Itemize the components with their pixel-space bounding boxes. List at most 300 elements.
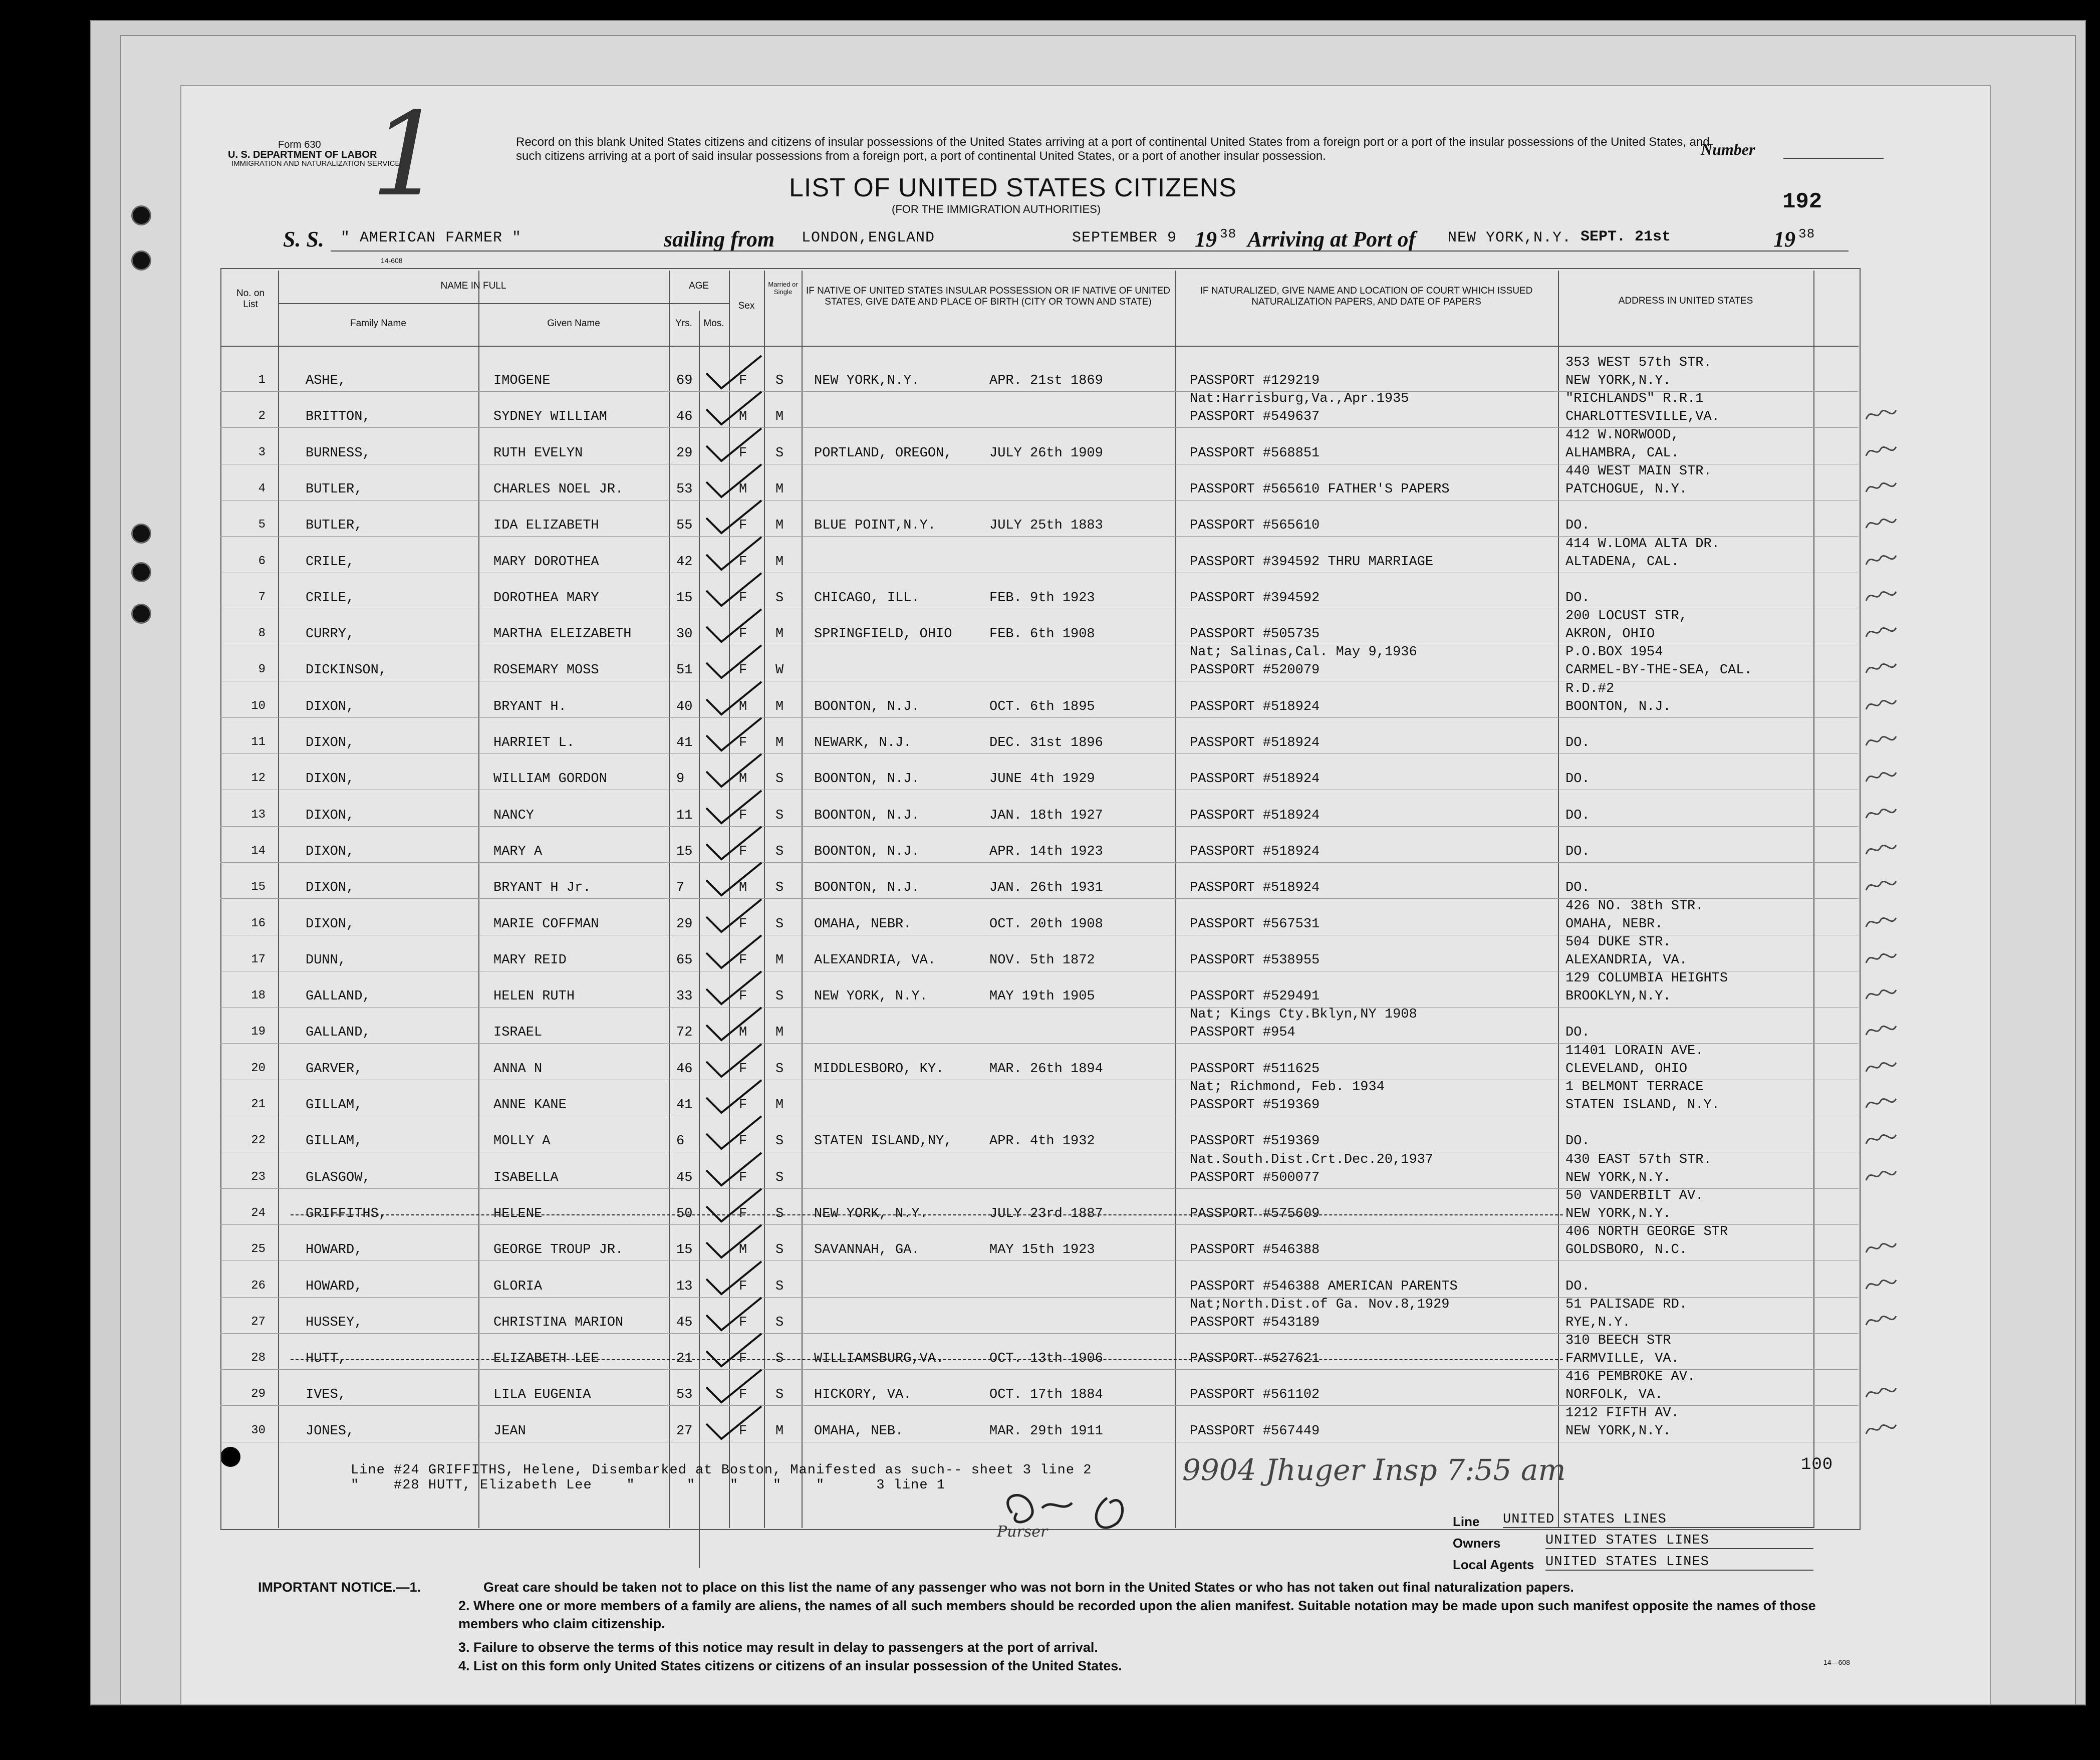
footnote-line-1: Line #24 GRIFFITHS, Helene, Disembarked at Boston, Manifested as such-- sheet 3 line 2 [351, 1463, 1092, 1478]
birth-date: APR. 4th 1932 [989, 1134, 1095, 1149]
row-rule [220, 717, 1859, 718]
address-line-2: DO. [1565, 591, 1590, 606]
address-line-2: DO. [1565, 1279, 1590, 1294]
sex: F [739, 1315, 747, 1330]
birth-place: BOONTON, N.J. [814, 808, 920, 823]
given-name: CHARLES NOEL JR. [493, 482, 624, 497]
passport: PASSPORT #565610 FATHER'S PAPERS [1190, 482, 1450, 497]
passport: PASSPORT #567531 [1190, 917, 1320, 932]
address-line-2: PATCHOGUE, N.Y. [1565, 482, 1688, 497]
check-mark [701, 860, 766, 900]
age-years: 41 [676, 735, 693, 750]
row-number: 5 [258, 518, 266, 532]
birth-place: NEW YORK, N.Y. [814, 989, 928, 1004]
sex: F [739, 373, 747, 388]
birth-place: MIDDLESBORO, KY. [814, 1062, 944, 1077]
punch-hole [131, 604, 151, 624]
birth-date: JULY 23rd 1887 [989, 1206, 1103, 1221]
inspector-initial-mark [1864, 984, 1899, 1009]
row-number: 23 [251, 1170, 266, 1184]
given-name: BRYANT H Jr. [493, 880, 591, 895]
passport: PASSPORT #527621 [1190, 1351, 1320, 1366]
check-mark [701, 1331, 766, 1371]
row-number: 21 [251, 1098, 266, 1111]
given-name: ELIZABETH LEE [493, 1351, 599, 1366]
check-mark [701, 1005, 766, 1045]
address-line-2: DO. [1565, 772, 1590, 787]
check-mark [701, 643, 766, 683]
check-mark [701, 1404, 766, 1444]
age-years: 7 [676, 880, 685, 895]
address-line-2: DO. [1565, 844, 1590, 859]
marital-status: S [775, 772, 784, 787]
row-number: 18 [251, 989, 266, 1002]
family-name: HUSSEY, [306, 1315, 363, 1330]
address-line-2: NORFOLK, VA. [1565, 1387, 1663, 1402]
check-mark [701, 462, 766, 502]
birth-date: DEC. 31st 1896 [989, 735, 1103, 750]
birth-place: OMAHA, NEB. [814, 1424, 904, 1439]
family-name: BRITTON, [306, 409, 371, 424]
voyage-rule [331, 250, 1849, 252]
header-rule [669, 303, 729, 304]
given-name: SYDNEY WILLIAM [493, 409, 607, 424]
marital-status: M [775, 482, 784, 497]
birth-date: OCT. 20th 1908 [989, 917, 1103, 932]
family-name: DIXON, [306, 808, 355, 823]
notice-2: 2. Where one or more members of a family are aliens, the names of all such members should be recorded upon the alien manifest. Suitable notation may be made upon such manifest opposite the names of those members who claim citizenship. [458, 1598, 1816, 1631]
inspector-initial-mark [1864, 730, 1899, 755]
ship-name: " AMERICAN FARMER " [341, 229, 522, 246]
row-number: 19 [251, 1025, 266, 1039]
strike-through [291, 1359, 1563, 1360]
marital-status: M [775, 1025, 784, 1040]
family-name: GILLAM, [306, 1098, 363, 1113]
birth-place: NEWARK, N.J. [814, 735, 912, 750]
family-name: DIXON, [306, 772, 355, 787]
inspector-initial-mark [1864, 1129, 1899, 1153]
family-name: BUTLER, [306, 518, 363, 533]
family-name: IVES, [306, 1387, 347, 1402]
age-years: 53 [676, 1387, 693, 1402]
given-name: MARY A [493, 844, 543, 859]
given-name: WILLIAM GORDON [493, 772, 607, 787]
agents-value: UNITED STATES LINES [1545, 1555, 1813, 1571]
departure-year: 38 [1220, 226, 1237, 241]
check-mark [701, 1150, 766, 1190]
check-mark [701, 498, 766, 538]
line-label: Line [1453, 1514, 1480, 1529]
passport: PASSPORT #538955 [1190, 953, 1320, 968]
inspector-initial-mark [1864, 1093, 1899, 1117]
check-mark [701, 389, 766, 429]
age-years: 27 [676, 1424, 693, 1439]
header-naturalized: IF NATURALIZED, GIVE NAME AND LOCATION OF COURT WHICH ISSUED NATURALIZATION PAPERS, AND DATE OF PAPERS [1200, 286, 1533, 307]
row-number: 2 [258, 409, 266, 423]
form-code-bottom: 14—608 [1823, 1658, 1850, 1666]
age-years: 6 [676, 1134, 685, 1149]
inspector-initial-mark [1864, 948, 1899, 972]
birth-place: SAVANNAH, GA. [814, 1242, 920, 1258]
marital-status: S [775, 808, 784, 823]
row-number: 10 [251, 699, 266, 713]
passport: PASSPORT #549637 [1190, 409, 1320, 424]
address-line-2: DO. [1565, 735, 1590, 750]
passport: PASSPORT #520079 [1190, 663, 1320, 678]
address-line-1: R.D.#2 [1565, 681, 1615, 696]
birth-place: NEW YORK,N.Y. [814, 373, 920, 388]
row-number: 12 [251, 772, 266, 785]
inspector-initial-mark [1864, 1057, 1899, 1081]
age-years: 46 [676, 1062, 693, 1077]
address-line-2: NEW YORK,N.Y. [1565, 1424, 1671, 1439]
check-mark [701, 607, 766, 647]
arrival-year-prefix: 19 [1773, 227, 1795, 252]
age-years: 46 [676, 409, 693, 424]
family-name: HUTT, [306, 1351, 347, 1366]
given-name: GLORIA [493, 1279, 543, 1294]
check-mark [701, 897, 766, 937]
given-name: BRYANT H. [493, 699, 567, 714]
col-divider [478, 271, 479, 1528]
purser-signature [997, 1483, 1167, 1543]
departure-date: SEPTEMBER 9 [1072, 229, 1177, 246]
address-line-2: OMAHA, NEBR. [1565, 917, 1663, 932]
age-years: 51 [676, 663, 693, 678]
row-number: 26 [251, 1279, 266, 1293]
age-years: 9 [676, 772, 685, 787]
age-years: 41 [676, 1098, 693, 1113]
sex: F [739, 1387, 747, 1402]
birth-date: MAY 15th 1923 [989, 1242, 1095, 1258]
passport: PASSPORT #394592 THRU MARRIAGE [1190, 555, 1434, 570]
given-name: IDA ELIZABETH [493, 518, 599, 533]
agents-label: Local Agents [1453, 1557, 1534, 1572]
passport: PASSPORT #568851 [1190, 446, 1320, 461]
naturalization-note: Nat; Kings Cty.Bklyn,NY 1908 [1190, 1007, 1417, 1022]
given-name: HARRIET L. [493, 735, 575, 750]
age-years: 11 [676, 808, 693, 823]
birth-place: PORTLAND, OREGON, [814, 446, 952, 461]
address-line-2: ALTADENA, CAL. [1565, 555, 1679, 570]
row-number: 30 [251, 1424, 266, 1437]
family-name: JONES, [306, 1424, 355, 1439]
row-rule [220, 1007, 1859, 1008]
sex: F [739, 1206, 747, 1221]
header-no: No. on List [236, 288, 265, 310]
naturalization-note: Nat;North.Dist.of Ga. Nov.8,1929 [1190, 1297, 1450, 1312]
age-years: 55 [676, 518, 693, 533]
birth-date: FEB. 6th 1908 [989, 627, 1095, 642]
birth-date: JAN. 18th 1927 [989, 808, 1103, 823]
marital-status: S [775, 989, 784, 1004]
inspector-initial-mark [1864, 1382, 1899, 1407]
sex: F [739, 591, 747, 606]
family-name: GARVER, [306, 1062, 363, 1077]
birth-place: BOONTON, N.J. [814, 699, 920, 714]
birth-date: OCT. 13th 1906 [989, 1351, 1103, 1366]
sex: F [739, 917, 747, 932]
age-years: 69 [676, 373, 693, 388]
inspector-initial-mark [1864, 658, 1899, 682]
marital-status: S [775, 591, 784, 606]
number-rule [1783, 158, 1884, 159]
row-number: 8 [258, 627, 266, 640]
address-line-1: 414 W.LOMA ALTA DR. [1565, 537, 1720, 552]
check-mark [701, 751, 766, 792]
birth-place: SPRINGFIELD, OHIO [814, 627, 952, 642]
passport: PASSPORT #511625 [1190, 1062, 1320, 1077]
header-mos: Mos. [703, 318, 724, 329]
header-married: Married or Single [768, 281, 798, 296]
family-name: CRILE, [306, 555, 355, 570]
age-years: 72 [676, 1025, 693, 1040]
sex: F [739, 518, 747, 533]
header-address: ADDRESS IN UNITED STATES [1618, 296, 1753, 306]
address-line-1: 1212 FIFTH AV. [1565, 1406, 1679, 1421]
address-line-2: BOONTON, N.J. [1565, 699, 1671, 714]
passport: PASSPORT #567449 [1190, 1424, 1320, 1439]
row-number: 7 [258, 591, 266, 604]
address-line-2: RYE,N.Y. [1565, 1315, 1631, 1330]
inspector-initial-mark [1864, 441, 1899, 465]
total-count: 100 [1801, 1455, 1833, 1474]
notice-heading: IMPORTANT NOTICE.—1. [258, 1580, 421, 1595]
age-years: 21 [676, 1351, 693, 1366]
sex: F [739, 808, 747, 823]
inspector-initial-mark [1864, 694, 1899, 719]
birth-date: FEB. 9th 1923 [989, 591, 1095, 606]
header-sex: Sex [738, 301, 755, 311]
inspector-initial-mark [1864, 1310, 1899, 1335]
marital-status: S [775, 446, 784, 461]
address-line-1: 51 PALISADE RD. [1565, 1297, 1688, 1312]
family-name: BURNESS, [306, 446, 371, 461]
family-name: DUNN, [306, 953, 347, 968]
row-rule [220, 862, 1859, 863]
check-mark [701, 933, 766, 973]
marital-status: S [775, 1206, 784, 1221]
birth-place: BOONTON, N.J. [814, 844, 920, 859]
given-name: MARY DOROTHEA [493, 555, 599, 570]
family-name: CRILE, [306, 591, 355, 606]
address-line-2: CLEVELAND, OHIO [1565, 1062, 1688, 1077]
col-divider [802, 271, 803, 1528]
family-name: DIXON, [306, 844, 355, 859]
check-mark [701, 788, 766, 828]
form-number: Form 630 [278, 139, 321, 150]
col-divider [1558, 271, 1559, 1528]
birth-place: BOONTON, N.J. [814, 772, 920, 787]
address-line-2: ALHAMBRA, CAL. [1565, 446, 1679, 461]
passport: PASSPORT #529491 [1190, 989, 1320, 1004]
family-name: DICKINSON, [306, 663, 387, 678]
sex: M [739, 772, 747, 787]
given-name: ISRAEL [493, 1025, 543, 1040]
header-age: AGE [688, 281, 709, 291]
arrival-date: SEPT. 21st [1581, 228, 1671, 245]
address-line-2: DO. [1565, 518, 1590, 533]
passport: PASSPORT #518924 [1190, 880, 1320, 895]
arrival-year: 38 [1798, 226, 1815, 241]
marital-status: S [775, 844, 784, 859]
address-line-1: 310 BEECH STR [1565, 1333, 1671, 1348]
passport: PASSPORT #561102 [1190, 1387, 1320, 1402]
department: U. S. DEPARTMENT OF LABOR [228, 149, 377, 160]
header-birth: IF NATIVE OF UNITED STATES INSULAR POSSESSION OR IF NATIVE OF UNITED STATES, GIVE DATE AND PLACE OF BIRTH (CITY OR TOWN AND STATE) [806, 286, 1170, 307]
marital-status: S [775, 1242, 784, 1258]
header-rule [278, 303, 669, 304]
row-number: 20 [251, 1062, 266, 1075]
age-years: 65 [676, 953, 693, 968]
passport: PASSPORT #546388 [1190, 1242, 1320, 1258]
birth-place: WILLIAMSBURG,VA. [814, 1351, 944, 1366]
address-line-1: 504 DUKE STR. [1565, 935, 1671, 950]
passport: PASSPORT #575609 [1190, 1206, 1320, 1221]
passport: PASSPORT #954 [1190, 1025, 1295, 1040]
row-number: 28 [251, 1351, 266, 1365]
marital-status: S [775, 1351, 784, 1366]
family-name: DIXON, [306, 880, 355, 895]
number-label: Number [1701, 140, 1755, 158]
address-line-2: STATEN ISLAND, N.Y. [1565, 1098, 1720, 1113]
address-line-2: FARMVILLE, VA. [1565, 1351, 1679, 1366]
address-line-2: ALEXANDRIA, VA. [1565, 953, 1688, 968]
family-name: DIXON, [306, 699, 355, 714]
col-divider [278, 271, 279, 1528]
birth-place: BOONTON, N.J. [814, 880, 920, 895]
form-instructions: Record on this blank United States citizens and citizens of insular possessions of the United States arriving at a port of continental United States from a foreign port or a port of the insular possessions of the United States, and such citizens arriving at a port of said insular possessions from a foreign port, a port of continental United States, or a port of another insular possession. [516, 135, 1710, 163]
sheet-number: 192 [1782, 189, 1822, 214]
arrival-port: NEW YORK,N.Y. [1448, 229, 1572, 246]
punch-hole [131, 205, 151, 225]
marital-status: M [775, 409, 784, 424]
sex: M [739, 409, 747, 424]
ss-label: S. S. [283, 227, 324, 252]
passport: PASSPORT #518924 [1190, 772, 1320, 787]
family-name: GRIFFITHS, [306, 1206, 387, 1221]
marital-status: M [775, 1424, 784, 1439]
naturalization-note: Nat.South.Dist.Crt.Dec.20,1937 [1190, 1152, 1434, 1167]
birth-date: OCT. 17th 1884 [989, 1387, 1103, 1402]
marital-status: S [775, 1315, 784, 1330]
handwritten-list-number: 1 [371, 88, 444, 222]
given-name: ROSEMARY MOSS [493, 663, 599, 678]
naturalization-note: Nat:Harrisburg,Va.,Apr.1935 [1190, 391, 1409, 406]
check-mark [701, 1222, 766, 1263]
birth-date: OCT. 6th 1895 [989, 699, 1095, 714]
birth-place: NEW YORK, N.Y. [814, 1206, 928, 1221]
sex: F [739, 1134, 747, 1149]
inspector-initial-mark [1864, 586, 1899, 610]
address-line-2: NEW YORK,N.Y. [1565, 373, 1671, 388]
given-name: GEORGE TROUP JR. [493, 1242, 624, 1258]
page-subtitle: (FOR THE IMMIGRATION AUTHORITIES) [892, 203, 1101, 215]
departure-port: LONDON,ENGLAND [802, 229, 935, 246]
passport: PASSPORT #546388 AMERICAN PARENTS [1190, 1279, 1458, 1294]
inspector-initial-mark [1864, 550, 1899, 574]
form-code: 14-608 [381, 257, 403, 265]
inspector-initial-mark [1864, 912, 1899, 936]
inspector-initial-mark [1864, 1237, 1899, 1262]
naturalization-note: Nat; Richmond, Feb. 1934 [1190, 1080, 1385, 1095]
address-line-2: DO. [1565, 1134, 1590, 1149]
sex: M [739, 1242, 747, 1258]
age-years: 33 [676, 989, 693, 1004]
inspector-initial-mark [1864, 1419, 1899, 1443]
birth-place: HICKORY, VA. [814, 1387, 912, 1402]
row-number: 16 [251, 917, 266, 930]
address-line-2: NEW YORK,N.Y. [1565, 1206, 1671, 1221]
passport: PASSPORT #565610 [1190, 518, 1320, 533]
given-name: MARTHA ELEIZABETH [493, 627, 632, 642]
address-line-1: 11401 LORAIN AVE. [1565, 1044, 1704, 1059]
passport: PASSPORT #394592 [1190, 591, 1320, 606]
given-name: RUTH EVELYN [493, 446, 583, 461]
family-name: CURRY, [306, 627, 355, 642]
inspector-initial-mark [1864, 477, 1899, 501]
inspector-initial-mark [1864, 513, 1899, 538]
row-rule [220, 753, 1859, 754]
sex: F [739, 1424, 747, 1439]
passport: PASSPORT #518924 [1190, 735, 1320, 750]
notice-1: Great care should be taken not to place on this list the name of any passenger who was not born in the United States or who has not taken out final naturalization papers. [483, 1580, 1574, 1595]
check-mark [701, 353, 766, 393]
address-line-2: DO. [1565, 1025, 1590, 1040]
age-years: 29 [676, 917, 693, 932]
row-number: 27 [251, 1315, 266, 1329]
marital-status: S [775, 1170, 784, 1185]
sex: F [739, 1279, 747, 1294]
sex: F [739, 953, 747, 968]
inspector-initial-mark [1864, 803, 1899, 828]
birth-date: APR. 21st 1869 [989, 373, 1103, 388]
given-name: HELEN RUTH [493, 989, 575, 1004]
purser-label: Purser [997, 1523, 1048, 1541]
check-mark [701, 1114, 766, 1154]
sex: F [739, 989, 747, 1004]
marital-status: M [775, 555, 784, 570]
age-years: 45 [676, 1170, 693, 1185]
passport: PASSPORT #543189 [1190, 1315, 1320, 1330]
passport: PASSPORT #505735 [1190, 627, 1320, 642]
address-line-2: AKRON, OHIO [1565, 627, 1655, 642]
given-name: MOLLY A [493, 1134, 551, 1149]
given-name: ANNA N [493, 1062, 543, 1077]
sex: F [739, 1062, 747, 1077]
address-line-2: NEW YORK,N.Y. [1565, 1170, 1671, 1185]
check-mark [701, 1295, 766, 1335]
footnote-line-2: " #28 HUTT, Elizabeth Lee " " " " " 3 line 1 [351, 1478, 945, 1493]
address-line-1: 426 NO. 38th STR. [1565, 899, 1704, 914]
inspector-initial-mark [1864, 767, 1899, 791]
col-divider [699, 311, 700, 1568]
given-name: MARIE COFFMAN [493, 917, 599, 932]
sex: F [739, 1098, 747, 1113]
family-name: GLASGOW, [306, 1170, 371, 1185]
sex: M [739, 1025, 747, 1040]
address-line-2: GOLDSBORO, N.C. [1565, 1242, 1688, 1258]
row-number: 14 [251, 844, 266, 858]
birth-date: NOV. 5th 1872 [989, 953, 1095, 968]
age-years: 50 [676, 1206, 693, 1221]
age-years: 15 [676, 844, 693, 859]
address-line-2: CARMEL-BY-THE-SEA, CAL. [1565, 663, 1752, 678]
marital-status: S [775, 917, 784, 932]
row-number: 4 [258, 482, 266, 495]
check-mark [701, 1078, 766, 1118]
birth-place: BLUE POINT,N.Y. [814, 518, 936, 533]
